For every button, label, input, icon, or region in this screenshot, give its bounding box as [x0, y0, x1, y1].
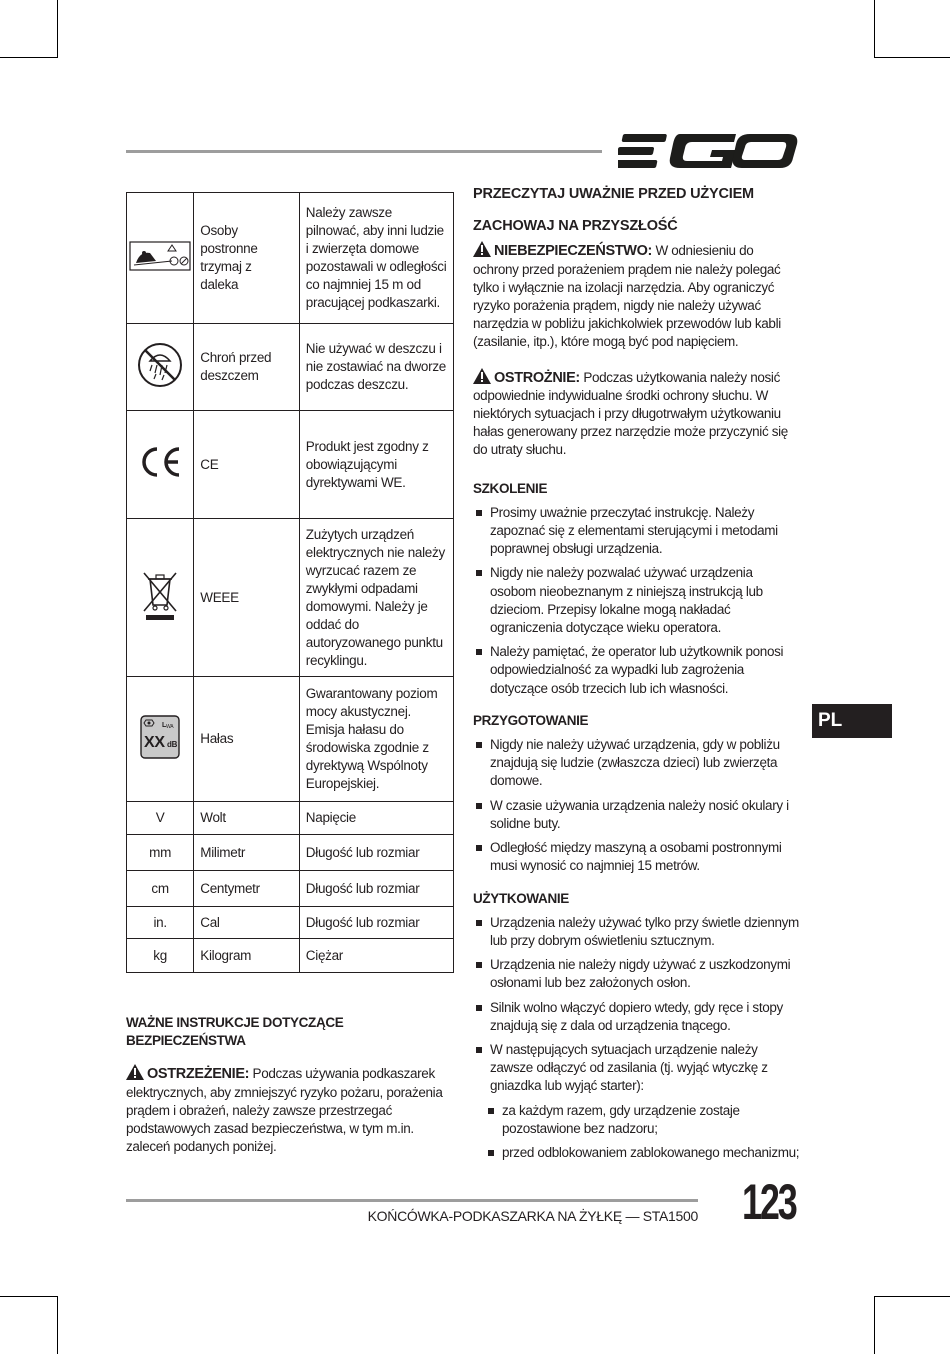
symbol-description: Długość lub rozmiar	[299, 871, 453, 907]
list-item: Odległość między maszyną a osobami postronnymi musi wynosić co najmniej 15 metrów.	[473, 839, 801, 875]
symbol-text: mm	[127, 835, 194, 871]
bystanders-warning-icon	[128, 241, 192, 271]
table-row	[127, 519, 454, 677]
danger-label: NIEBEZPIECZEŃSTWO:	[494, 243, 653, 260]
warning-triangle-icon	[473, 368, 491, 384]
list-item: Należy pamiętać, że operator lub użytkownik ponosi odpowiedzialność za wypadki lub zagrożenia dotyczące osób trzecich lub ich własności.	[473, 643, 801, 698]
list-item: przed odblokowaniem zablokowanego mechanizmu;	[485, 1144, 801, 1162]
read-before-use-heading: PRZECZYTAJ UWAŻNIE PRZED UŻYCIEM	[473, 186, 754, 202]
table-row	[127, 411, 454, 519]
keep-for-future-heading: ZACHOWAJ NA PRZYSZŁOŚĆ	[473, 218, 678, 235]
table-row	[127, 802, 454, 835]
caution-paragraph	[473, 368, 801, 460]
symbol-description: Nie używać w deszczu i nie zostawiać na dworze podczas deszczu.	[299, 324, 453, 411]
preparation-heading: PRZYGOTOWANIE	[473, 712, 589, 728]
crop-mark	[57, 1296, 58, 1354]
symbol-description: Ciężar	[299, 939, 453, 973]
list-item: Urządzenia nie należy nigdy używać z uszkodzonymi osłonami lub bez założonych osłon.	[473, 956, 801, 992]
symbol-cell	[127, 324, 194, 411]
list-item: Nigdy nie należy używać urządzenia, gdy w pobliżu znajdują się ludzie (zwłaszcza dzieci) lub zwierzęta domowe.	[473, 736, 801, 791]
training-list	[473, 504, 801, 698]
crop-mark	[874, 57, 950, 58]
warning-triangle-icon	[126, 1064, 144, 1080]
footer-title: KOŃCÓWKA-PODKASZARKA NA ŻYŁKĘ — STA1500	[367, 1208, 698, 1224]
right-column	[473, 185, 801, 1168]
list-item: W następujących sytuacjach urządzenie należy zawsze odłączyć od zasilania (tj. wyjąć wtyczkę z gniazdka lub wyjąć starter):	[473, 1041, 801, 1096]
symbol-description: Napięcie	[299, 802, 453, 835]
svg-text:WA: WA	[166, 723, 174, 730]
danger-text: W odniesieniu do ochrony przed porażeniem prądem nie należy polegać tylko i wyłącznie na izolacji narzędzia. Aby ograniczyć ryzyko porażenia prądem, nigdy nie należy używać narzędzia w pobliżu jakichkolwiek przewodów lub kabli (zasilanie, itp.), które mogą być pod napięciem.	[473, 243, 781, 350]
symbol-name: Chroń przed deszczem	[194, 324, 300, 411]
noise-level-icon	[140, 715, 180, 759]
crop-mark	[57, 0, 58, 58]
crop-mark	[0, 1296, 58, 1297]
symbol-description: Długość lub rozmiar	[299, 907, 453, 939]
language-tab: PL	[812, 704, 892, 738]
symbol-name: Cal	[194, 907, 300, 939]
crop-mark	[874, 0, 875, 58]
weee-bin-icon	[140, 569, 180, 621]
header-rule	[126, 150, 602, 153]
footer-rule	[126, 1199, 698, 1202]
symbol-cell	[127, 677, 194, 802]
symbol-cell	[127, 519, 194, 677]
list-item: Nigdy nie należy pozwalać używać urządzenia osobom nieobeznanym z niniejszą instrukcją lub dzieciom. Przepisy lokalne mogą nakładać ograniczenia dotyczące wieku operatora.	[473, 564, 801, 637]
page-number: 123	[742, 1174, 796, 1230]
symbol-description: Długość lub rozmiar	[299, 835, 453, 871]
table-row	[127, 835, 454, 871]
warning-paragraph	[126, 1064, 456, 1156]
crop-mark	[874, 1296, 950, 1297]
symbol-name: WEEE	[194, 519, 300, 677]
symbol-name: Osoby postronne trzymaj z daleka	[194, 193, 300, 324]
svg-text:XX: XX	[144, 733, 165, 751]
table-row	[127, 193, 454, 324]
caution-text: Podczas użytkowania należy nosić odpowiednie indywidualne środki ochrony słuchu. W niektórych sytuacjach i przy długotrwałym użytkowaniu hałas generowany przez narzędzie może przyczynić się do utraty słuchu.	[473, 369, 788, 458]
danger-paragraph	[473, 241, 801, 351]
symbol-description: Zużytych urządzeń elektrycznych nie należy wyrzucać razem ze zwykłymi odpadami domowymi. Należy je oddać do autoryzowanego punktu recyklingu.	[299, 519, 453, 677]
svg-text:L: L	[162, 721, 167, 729]
symbol-cell	[127, 193, 194, 324]
table-row	[127, 871, 454, 907]
symbol-cell	[127, 411, 194, 519]
usage-sublist	[485, 1102, 801, 1163]
table-row	[127, 677, 454, 802]
crop-mark	[0, 57, 58, 58]
table-row	[127, 907, 454, 939]
symbol-description: Produkt jest zgodny z obowiązującymi dyrektywami WE.	[299, 411, 453, 519]
preparation-list	[473, 736, 801, 875]
list-item: Urządzenia należy używać tylko przy świetle dziennym lub przy dobrym oświetleniu sztucznym.	[473, 914, 801, 950]
warning-text: Podczas używania podkaszarek elektrycznych, aby zmniejszyć ryzyko pożaru, porażenia prądem i obrażeń, należy zawsze przestrzegać podstawowych zasad bezpieczeństwa, w tym m.in. zaleceń podanych poniżej.	[126, 1066, 443, 1155]
warning-label: OSTRZEŻENIE:	[147, 1066, 250, 1083]
safety-section	[126, 1014, 456, 1156]
usage-list	[473, 914, 801, 1096]
list-item: Prosimy uważnie przeczytać instrukcję. Należy zapoznać się z elementami sterującymi i metodami poprawnej obsługi urządzenia.	[473, 504, 801, 559]
symbol-text: kg	[127, 939, 194, 973]
list-item: W czasie używania urządzenia należy nosić okulary i solidne buty.	[473, 797, 801, 833]
safety-heading: WAŻNE INSTRUKCJE DOTYCZĄCE BEZPIECZEŃSTWA	[126, 1015, 344, 1049]
table-row	[127, 324, 454, 411]
symbol-name: Hałas	[194, 677, 300, 802]
symbol-description: Gwarantowany poziom mocy akustycznej. Emisja hałasu do środowiska zgodnie z dyrektywą Wspólnoty Europejskiej.	[299, 677, 453, 802]
crop-mark	[874, 1296, 875, 1354]
ego-logo	[618, 130, 800, 172]
symbol-text: cm	[127, 871, 194, 907]
table-row	[127, 939, 454, 973]
no-rain-icon	[136, 341, 184, 389]
training-heading: SZKOLENIE	[473, 480, 548, 496]
list-item: za każdym razem, gdy urządzenie zostaje pozostawione bez nadzoru;	[485, 1102, 801, 1138]
symbol-name: Centymetr	[194, 871, 300, 907]
list-item: Silnik wolno włączyć dopiero wtedy, gdy ręce i stopy znajdują się z dala od urządzenia tnącego.	[473, 999, 801, 1035]
symbol-name: Kilogram	[194, 939, 300, 973]
ce-mark-icon	[137, 445, 183, 479]
usage-heading: UŻYTKOWANIE	[473, 890, 569, 906]
caution-label: OSTROŻNIE:	[494, 369, 580, 386]
warning-triangle-icon	[473, 241, 491, 257]
svg-text:dB: dB	[167, 739, 178, 749]
symbol-name: CE	[194, 411, 300, 519]
symbol-name: Wolt	[194, 802, 300, 835]
symbols-table	[126, 192, 454, 973]
symbol-name: Milimetr	[194, 835, 300, 871]
symbol-text: in.	[127, 907, 194, 939]
symbol-text: V	[127, 802, 194, 835]
symbol-description: Należy zawsze pilnować, aby inni ludzie i zwierzęta domowe pozostawali w odległości co najmniej 15 m od pracującej podkaszarki.	[299, 193, 453, 324]
